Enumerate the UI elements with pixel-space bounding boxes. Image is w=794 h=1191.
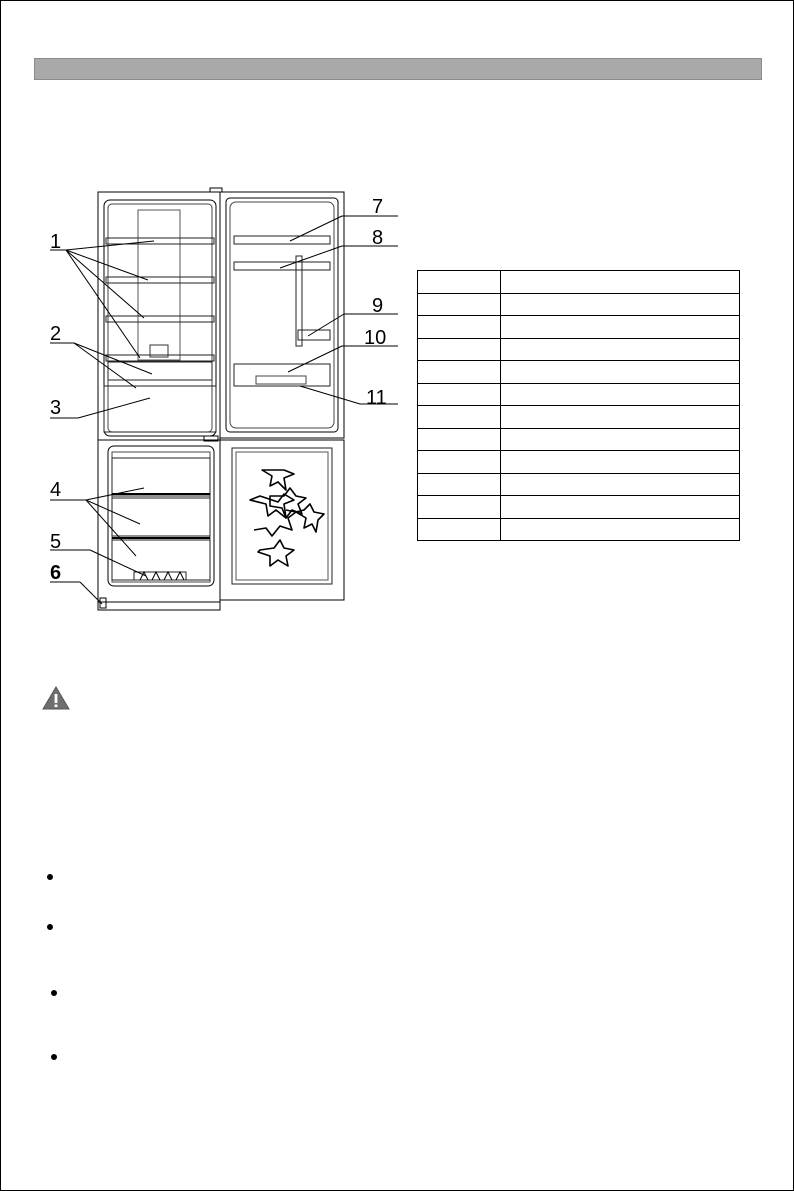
table-cell-name [501, 383, 740, 406]
freezer-door [220, 440, 344, 600]
bullet-dot-icon [47, 924, 53, 930]
callout-8: 8 [372, 227, 384, 249]
warning-triangle-icon [42, 686, 70, 710]
table-cell-id [418, 338, 501, 361]
callout-4: 4 [50, 479, 62, 501]
bullet-dot-icon [51, 990, 57, 996]
table-row [418, 361, 740, 384]
table-cell-id [418, 316, 501, 339]
table-cell-name [501, 473, 740, 496]
snowflake-icon [250, 470, 324, 566]
table-row [418, 428, 740, 451]
table-cell-name [501, 428, 740, 451]
callout-5: 5 [50, 531, 62, 553]
callout-9: 9 [372, 295, 384, 317]
table-cell-id [418, 518, 501, 541]
table-cell-name [501, 293, 740, 316]
table-cell-id [418, 406, 501, 429]
table-row [418, 316, 740, 339]
table-cell-id [418, 293, 501, 316]
table-cell-name [501, 271, 740, 294]
table-cell-id [418, 428, 501, 451]
fridge-door [220, 192, 344, 438]
callout-2: 2 [50, 323, 62, 345]
bullet-dot-icon [47, 874, 53, 880]
table-row [418, 406, 740, 429]
callout-6: 6 [50, 562, 62, 584]
table-row [418, 496, 740, 519]
table-cell-id [418, 451, 501, 474]
table-cell-name [501, 361, 740, 384]
table-cell-id [418, 496, 501, 519]
table-cell-name [501, 451, 740, 474]
callout-1: 1 [50, 231, 62, 253]
table-row [418, 338, 740, 361]
table-cell-name [501, 496, 740, 519]
table-cell-name [501, 338, 740, 361]
parts-table [417, 270, 740, 541]
callout-7: 7 [372, 196, 384, 218]
callout-3: 3 [50, 397, 62, 419]
table-cell-name [501, 518, 740, 541]
table-row [418, 271, 740, 294]
callout-10: 10 [364, 327, 387, 349]
table-row [418, 518, 740, 541]
table-row [418, 473, 740, 496]
table-cell-name [501, 406, 740, 429]
table-cell-id [418, 361, 501, 384]
bullet-dot-icon [51, 1054, 57, 1060]
table-row [418, 293, 740, 316]
table-cell-id [418, 271, 501, 294]
table-cell-id [418, 473, 501, 496]
callout-11: 11 [366, 387, 387, 409]
table-cell-id [418, 383, 501, 406]
table-row [418, 451, 740, 474]
table-cell-name [501, 316, 740, 339]
table-row [418, 383, 740, 406]
fridge-cabinet [98, 192, 220, 610]
